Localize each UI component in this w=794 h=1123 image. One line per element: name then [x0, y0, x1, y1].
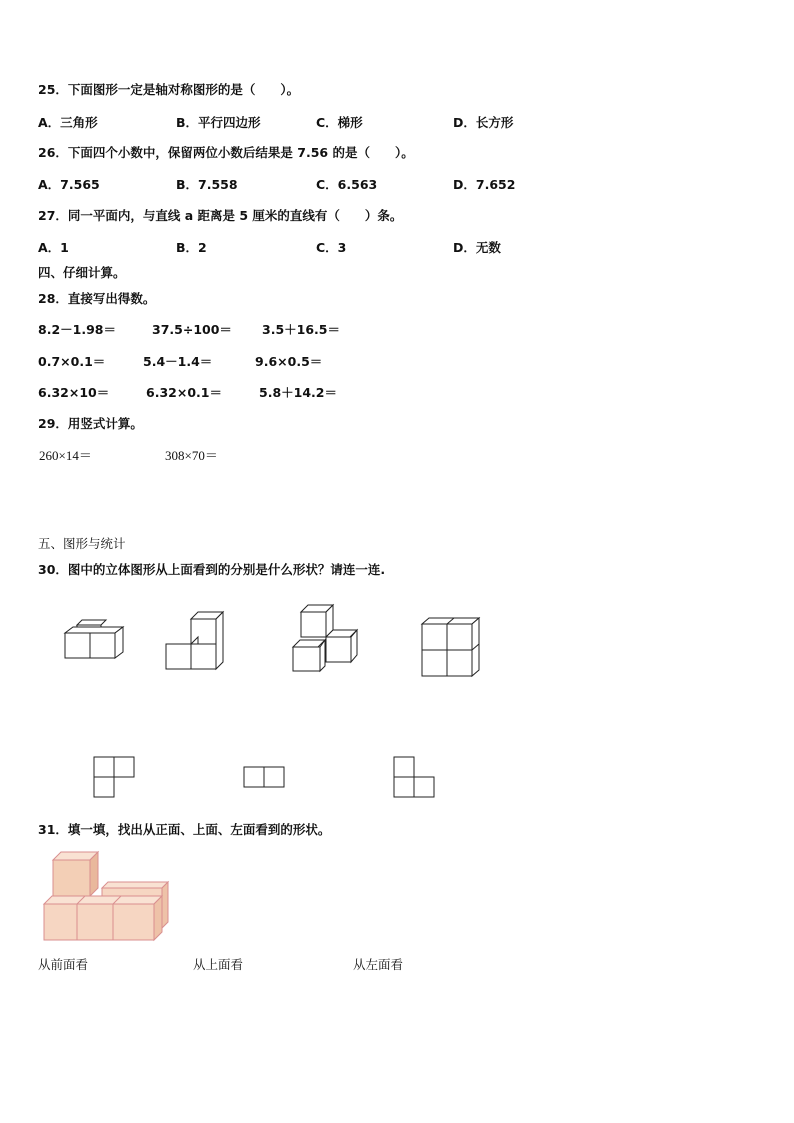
q25-stem: 25．下面图形一定是轴对称图形的是（ ）。	[38, 82, 300, 97]
q28-expr: 0.7×0.1＝	[38, 354, 106, 369]
q31-label-front: 从前面看	[38, 957, 89, 972]
q27-option-a[interactable]: A．1	[38, 240, 69, 255]
q27-option-d[interactable]: D．无数	[453, 240, 501, 255]
q26-option-a[interactable]: A．7.565	[38, 177, 100, 192]
q31-stem: 31．填一填，找出从正面、上面、左面看到的形状。	[38, 822, 331, 837]
q31-solid	[40, 848, 174, 944]
q28-expr: 6.32×0.1＝	[146, 385, 222, 400]
q26-option-d[interactable]: D．7.652	[453, 177, 516, 192]
q29-stem: 29．用竖式计算。	[38, 416, 143, 431]
q27-stem: 27．同一平面内，与直线 a 距离是 5 厘米的直线有（ ）条。	[38, 208, 403, 223]
section5-title: 五、图形与统计	[38, 536, 126, 551]
section4-title: 四、仔细计算。	[38, 265, 126, 280]
q28-expr: 6.32×10＝	[38, 385, 110, 400]
q31-label-left: 从左面看	[353, 957, 404, 972]
q30-solid-4	[418, 614, 486, 680]
q29-item: 260×14＝	[39, 448, 92, 463]
q30-view-3	[392, 755, 438, 799]
q26-stem: 26．下面四个小数中，保留两位小数后结果是 7.56 的是（ ）。	[38, 145, 414, 160]
q28-stem: 28．直接写出得数。	[38, 291, 156, 306]
q25-option-d[interactable]: D．长方形	[453, 115, 514, 130]
q26-option-b[interactable]: B．7.558	[176, 177, 238, 192]
q27-option-b[interactable]: B．2	[176, 240, 207, 255]
q28-expr: 5.8＋14.2＝	[259, 385, 337, 400]
q30-solid-1	[60, 620, 130, 670]
q25-option-a[interactable]: A．三角形	[38, 115, 98, 130]
q26-option-c[interactable]: C．6.563	[316, 177, 378, 192]
q31-label-top: 从上面看	[193, 957, 244, 972]
q28-expr: 8.2－1.98＝	[38, 322, 116, 337]
q30-solid-3	[288, 600, 366, 674]
q30-solid-2	[160, 608, 230, 672]
q30-view-1	[92, 755, 138, 799]
q30-stem: 30．图中的立体图形从上面看到的分别是什么形状？请连一连.	[38, 562, 386, 577]
q28-expr: 5.4－1.4＝	[143, 354, 213, 369]
q29-item: 308×70＝	[165, 448, 218, 463]
q25-option-c[interactable]: C．梯形	[316, 115, 363, 130]
q25-option-b[interactable]: B．平行四边形	[176, 115, 261, 130]
q27-option-c[interactable]: C．3	[316, 240, 347, 255]
q28-expr: 9.6×0.5＝	[255, 354, 323, 369]
q28-expr: 3.5＋16.5＝	[262, 322, 340, 337]
q28-expr: 37.5÷100＝	[152, 322, 232, 337]
q30-view-2	[242, 765, 288, 789]
